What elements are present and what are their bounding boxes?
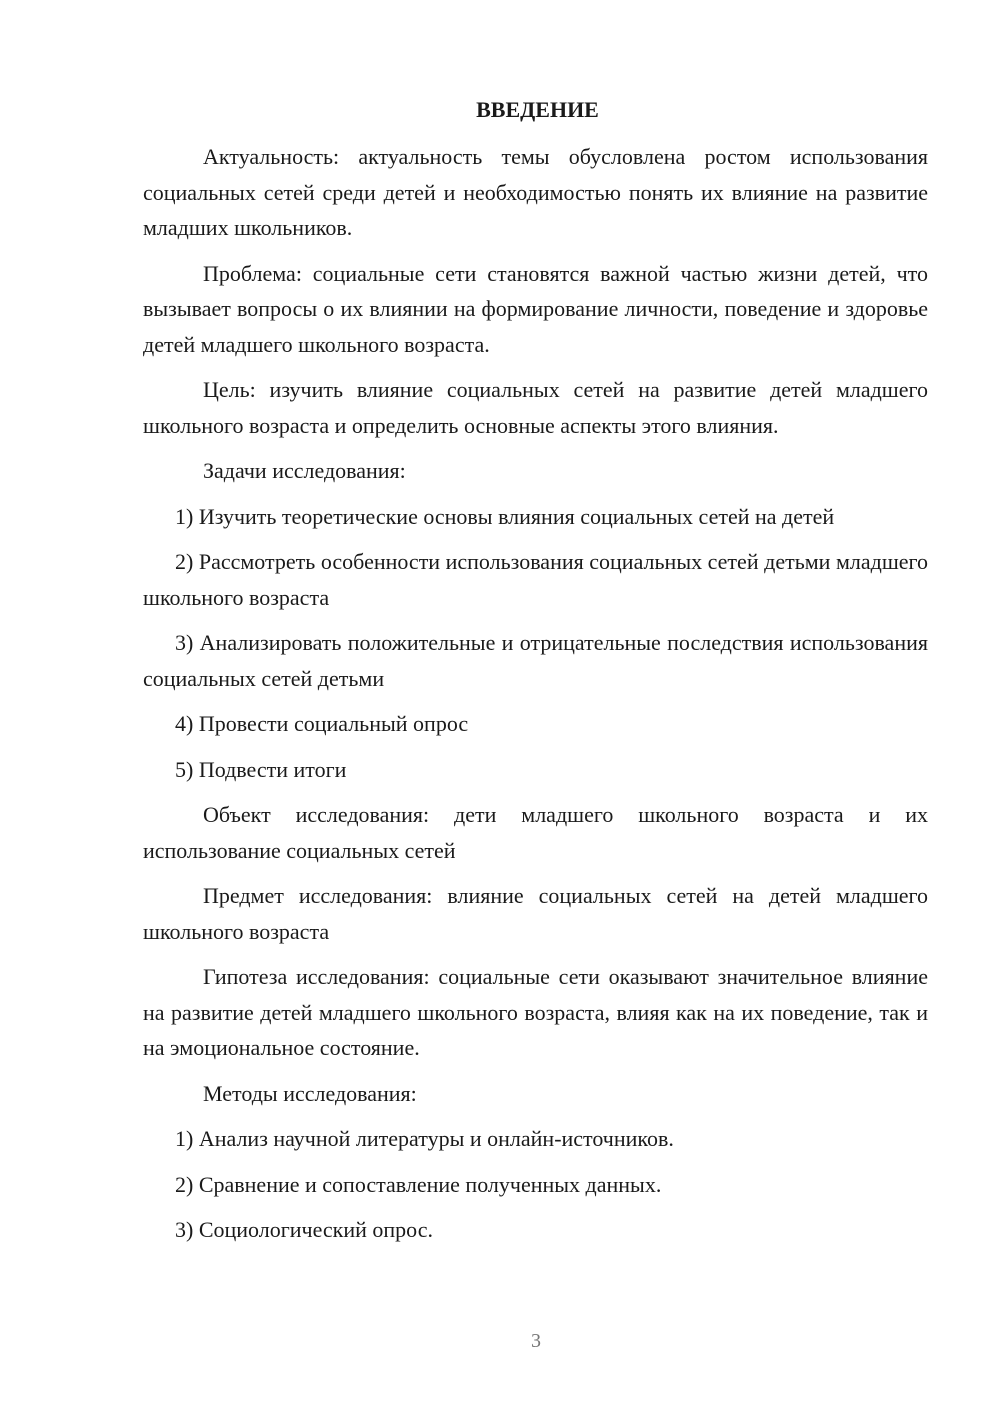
tasks-heading: Задачи исследования:	[203, 458, 406, 483]
method-item: 3) Социологический опрос.	[175, 1217, 433, 1242]
section-title: ВВЕДЕНИЕ	[476, 97, 599, 122]
page-number: 3	[531, 1330, 541, 1352]
problem-paragraph: Проблема: социальные сети становятся важной частью жизни детей, что вызывает вопросы о их влиянии на формирование личности, поведение и здоровье детей младшего школьного возраста.	[143, 260, 928, 357]
goal-paragraph: Цель: изучить влияние социальных сетей на развитие детей младшего школьного возраста и определить основные аспекты этого влияния.	[143, 377, 928, 438]
object-paragraph: Объект исследования: дети младшего школьного возраста и их использование социальных сетей	[143, 802, 928, 863]
relevance-paragraph: Актуальность: актуальность темы обусловлена ростом использования социальных сетей среди детей и необходимостью понять их влияние на развитие младших школьников.	[143, 144, 928, 240]
task-item: 3) Анализировать положительные и отрицательные последствия использования социальных сетей детьми	[143, 630, 928, 691]
task-item: 2) Рассмотреть особенности использования социальных сетей детьми младшего школьного возраста	[143, 549, 928, 610]
method-item: 1) Анализ научной литературы и онлайн-источников.	[175, 1126, 674, 1151]
hypothesis-paragraph: Гипотеза исследования: социальные сети оказывают значительное влияние на развитие детей младшего школьного возраста, влияя как на их поведение, так и на эмоциональное состояние.	[143, 964, 928, 1060]
subject-paragraph: Предмет исследования: влияние социальных сетей на детей младшего школьного возраста	[143, 883, 928, 944]
document-page	[143, 93, 928, 1258]
task-item: 5) Подвести итоги	[175, 756, 347, 782]
task-item: 1) Изучить теоретические основы влияния социальных сетей на детей	[175, 503, 835, 529]
task-item: 4) Провести социальный опрос	[175, 711, 469, 736]
method-item: 2) Сравнение и сопоставление полученных данных.	[175, 1171, 662, 1197]
methods-heading: Методы исследования:	[203, 1080, 417, 1106]
